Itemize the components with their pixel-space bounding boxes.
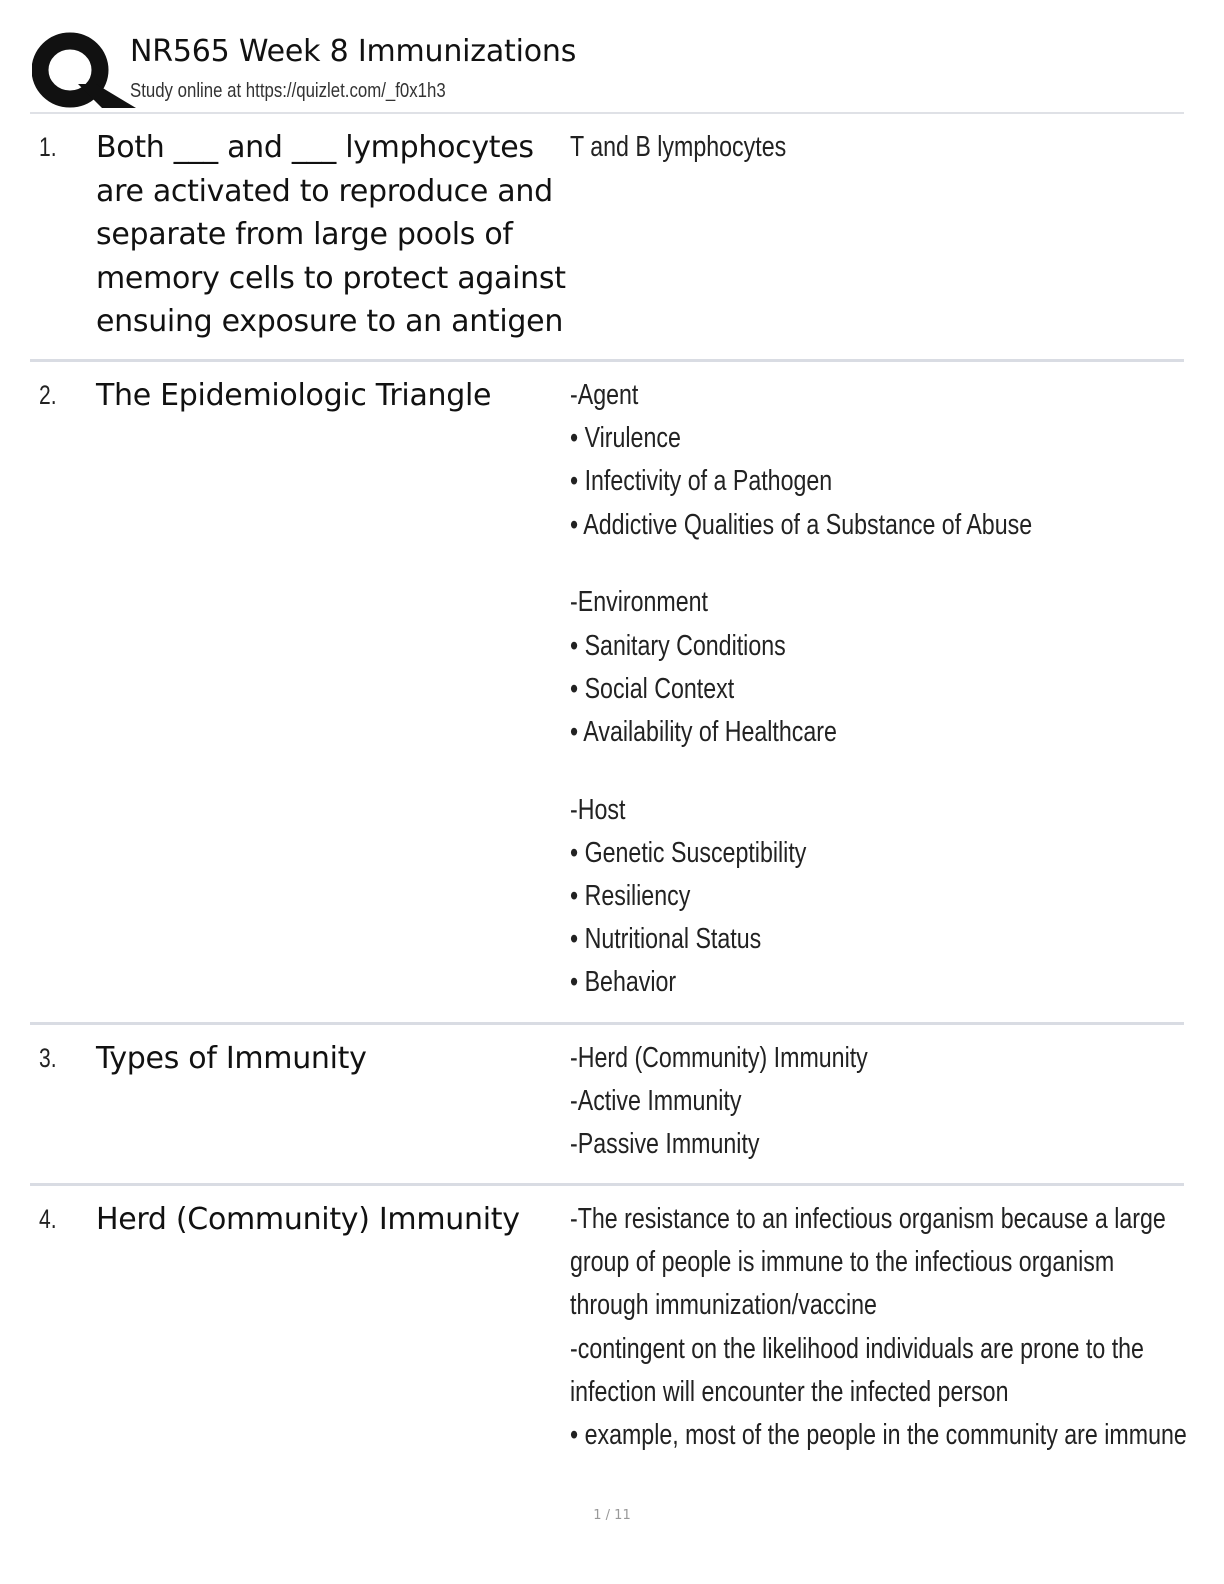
definition-line: • example, most of the people in the community are immune	[570, 1419, 1187, 1452]
definition-line: -Passive Immunity	[570, 1128, 760, 1161]
definition-line: through immunization/vaccine	[570, 1289, 877, 1322]
definition-line: -Herd (Community) Immunity	[570, 1042, 868, 1074]
definition-line: • Availability of Healthcare	[570, 715, 837, 748]
flashcard-2	[30, 362, 1184, 1025]
card-term: Types of Immunity	[96, 1041, 367, 1076]
page-title: NR565 Week 8 Immunizations	[130, 34, 577, 69]
definition-line: • Genetic Susceptibility	[570, 836, 807, 869]
flashcard-1	[30, 114, 1184, 362]
card-definition	[570, 1037, 1146, 1167]
quizlet-logo-icon	[32, 32, 136, 108]
definition-line: • Social Context	[570, 672, 735, 705]
definition-line: T and B lymphocytes	[570, 131, 787, 163]
card-definition	[570, 1198, 1187, 1457]
definition-line: -contingent on the likelihood individuals are prone to the	[570, 1332, 1144, 1365]
page-number: 1 / 11	[593, 1508, 631, 1523]
definition-line: -Active Immunity	[570, 1085, 742, 1118]
flashcard-3	[30, 1025, 1184, 1186]
definition-line: • Nutritional Status	[570, 923, 762, 956]
definition-line: -The resistance to an infectious organism because a large	[570, 1203, 1166, 1235]
definition-line: • Infectivity of a Pathogen	[570, 465, 833, 498]
definition-line: group of people is immune to the infectious organism	[570, 1246, 1115, 1279]
definition-line: • Sanitary Conditions	[570, 629, 786, 662]
card-number: 2.	[39, 380, 57, 410]
definition-line: • Addictive Qualities of a Substance of Abuse	[570, 508, 1033, 541]
study-online-link[interactable]: Study online at https://quizlet.com/_f0x1h3	[130, 80, 446, 102]
definition-line: -Agent	[570, 379, 639, 411]
page-header	[30, 28, 1184, 114]
card-number: 4.	[39, 1204, 57, 1234]
definition-line: • Resiliency	[570, 880, 691, 913]
card-term: Herd (Community) Immunity	[96, 1202, 520, 1237]
definition-spacer	[570, 547, 1146, 582]
flashcard-4	[30, 1186, 1187, 1466]
card-definition	[570, 374, 1146, 1005]
card-term: Both ___ and ___ lymphocytes are activated to reproduce and separate from large pools of memory cells to protect against ensuing exposure to an antigen	[96, 130, 566, 339]
definition-spacer	[570, 754, 1146, 789]
definition-line: -Environment	[570, 586, 708, 619]
card-definition	[570, 126, 1146, 169]
card-term: The Epidemiologic Triangle	[96, 378, 492, 413]
definition-line: • Behavior	[570, 966, 677, 999]
definition-line: infection will encounter the infected person	[570, 1375, 1009, 1408]
card-number: 1.	[39, 132, 57, 162]
definition-line: -Host	[570, 793, 626, 826]
card-number: 3.	[39, 1043, 57, 1073]
definition-line: • Virulence	[570, 422, 681, 455]
